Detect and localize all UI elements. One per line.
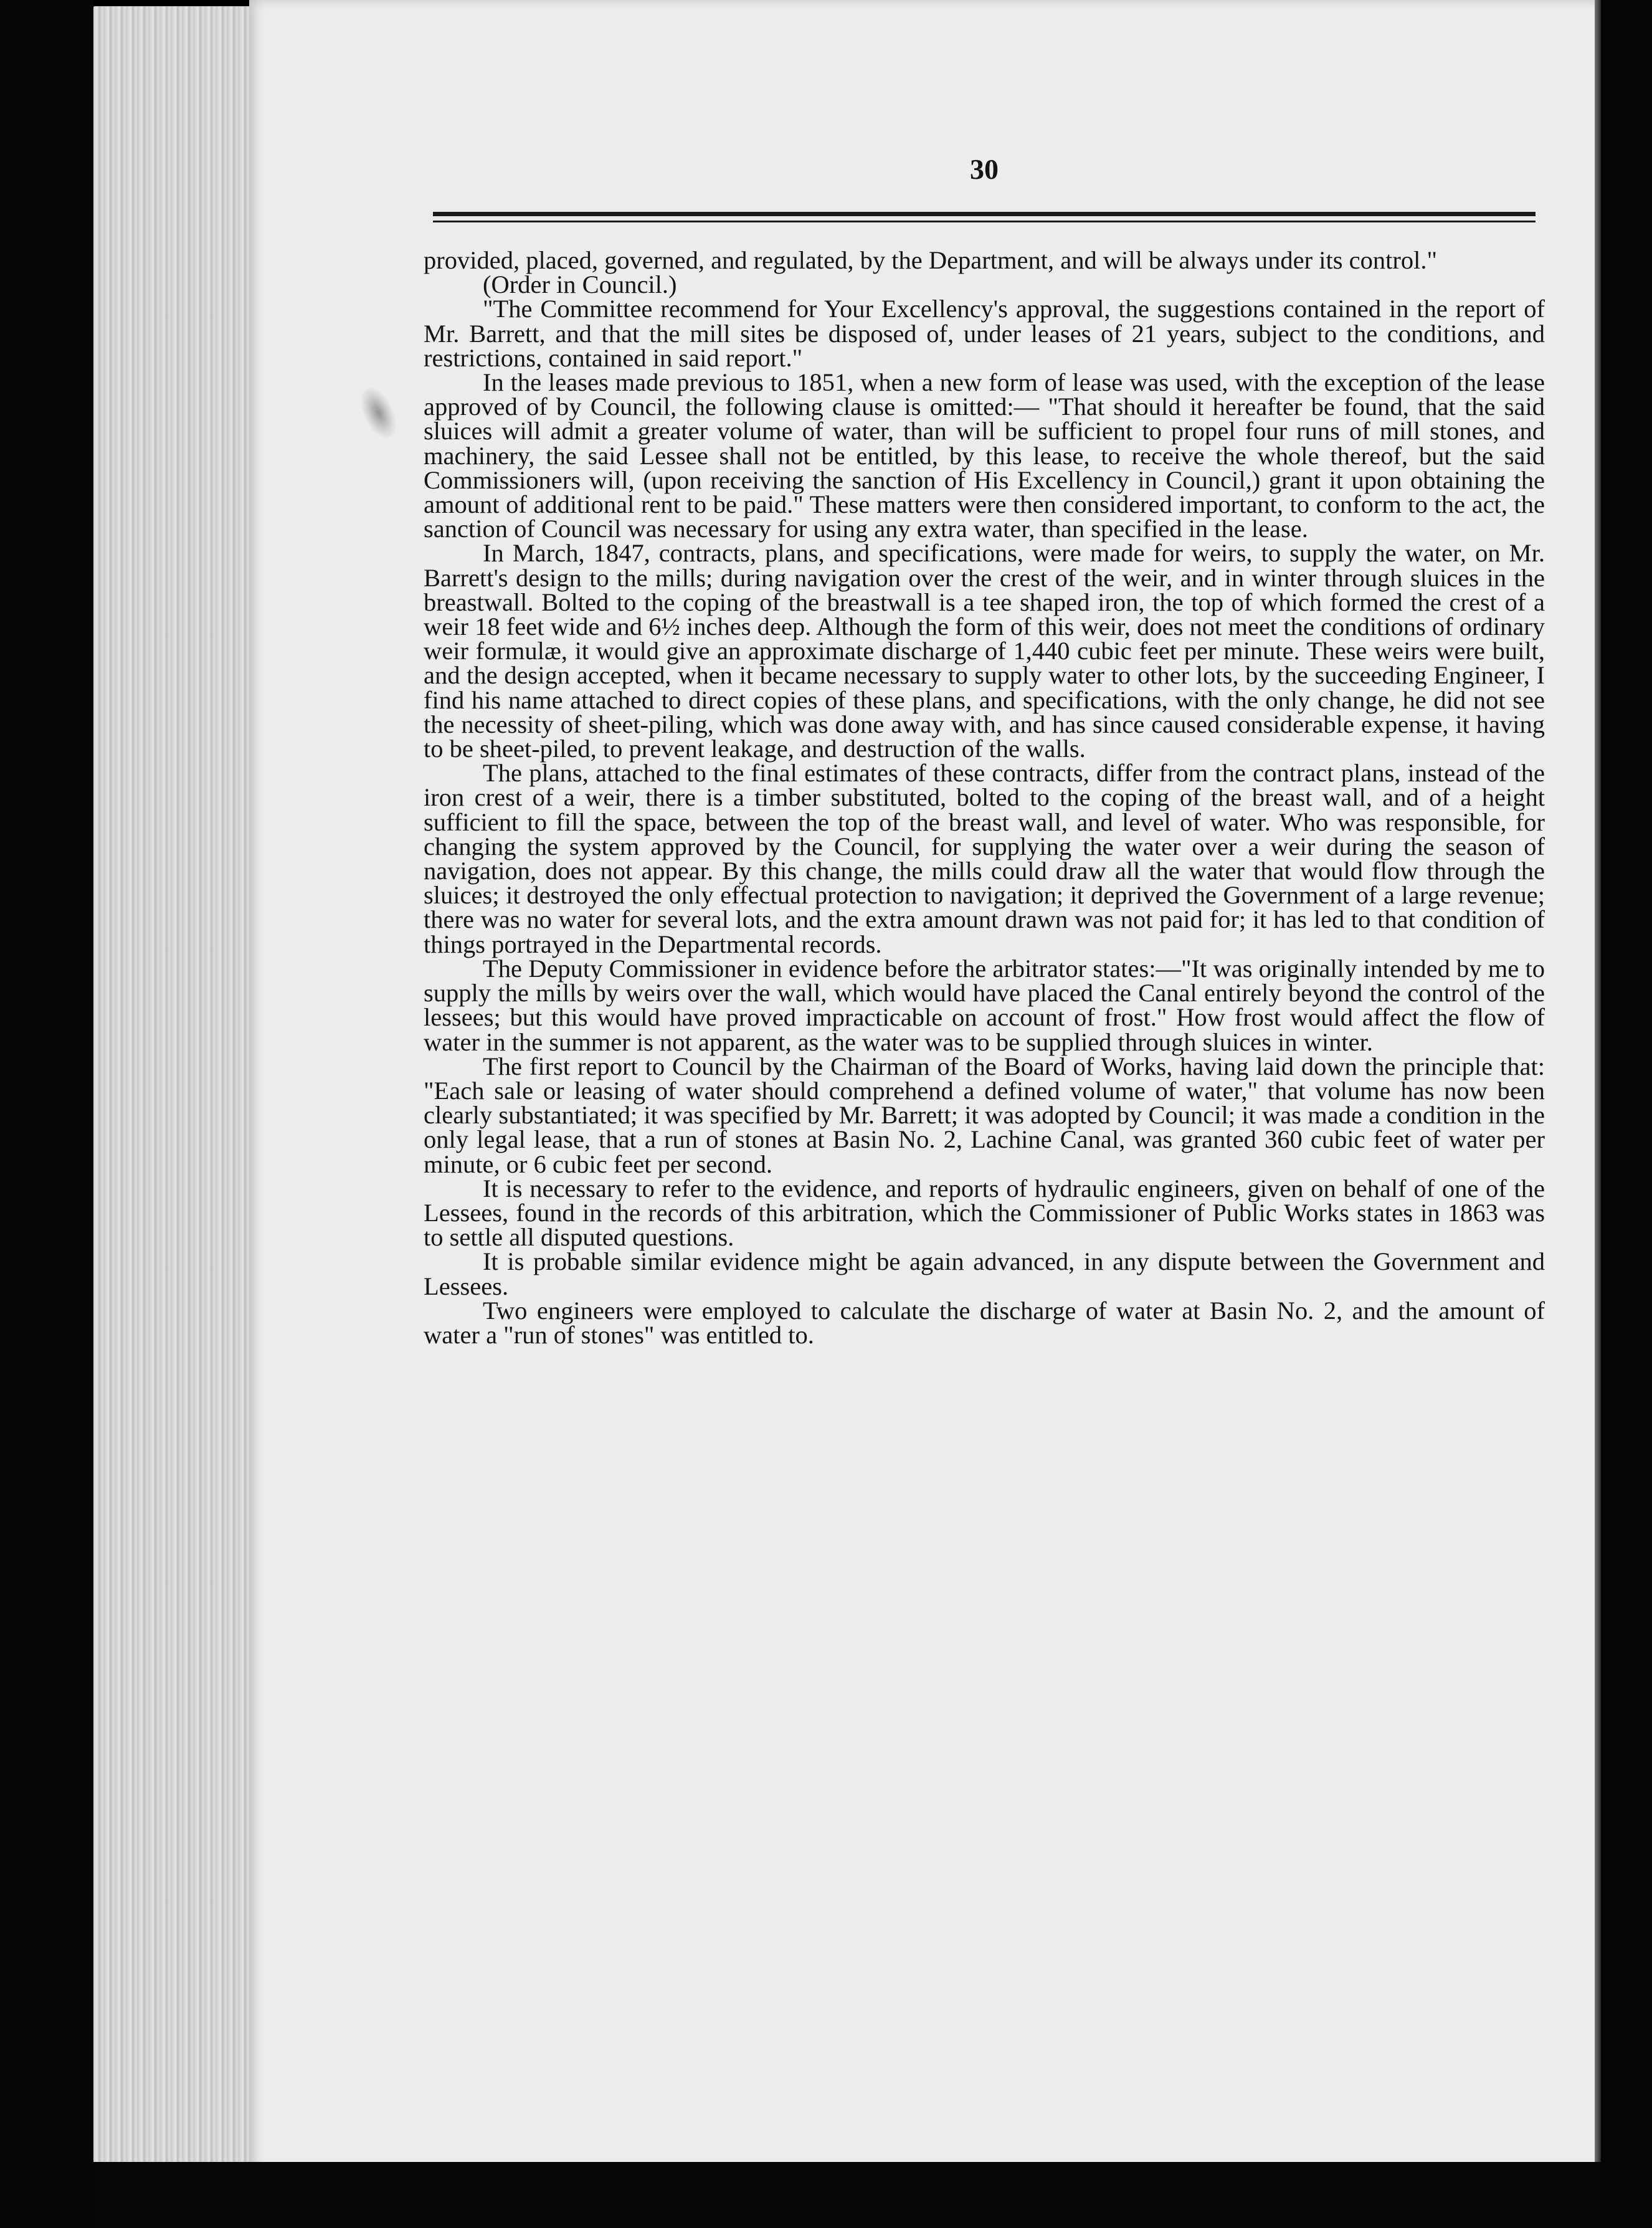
paragraph: "The Committee recommend for Your Excellency's approval, the suggestions contained in the report of Mr. Barrett, and that the mill sites be disposed of, under leases of 21 years, subject to the conditions, and restrictions, contained in said report."	[424, 295, 1545, 372]
paragraph: Two engineers were employed to calculate the discharge of water at Basin No. 2, and the amount of water a "run of stones" was entitled to.	[424, 1296, 1545, 1349]
paragraph: The plans, attached to the final estimates of these contracts, differ from the contract plans, instead of the iron crest of a weir, there is a timber substituted, bolted to the coping of the breast wall, and of a height sufficient to fill the space, between the top of the breast wall, and level of water. Who was responsible, for changing the system approved by the Council, for supplying the water over a weir during the season of navigation, does not appear. By this change, the mills could draw all the water that would flow through the sluices; it destroyed the only effectual protection to navigation; it deprived the Government of a large revenue; there was no water for several lots, and the extra amount drawn was not paid for; it has led to that condition of things portrayed in the Departmental records.	[424, 759, 1545, 958]
scan-border-left	[0, 0, 93, 2228]
paragraph: In the leases made previous to 1851, when a new form of lease was used, with the exception of the lease approved of by Council, the following clause is omitted:— "That should it hereafter be found, that the said sluices will admit a greater volume of water, than will be sufficient to propel four runs of mill stones, and machinery, the said Lessee shall not be entitled, by this lease, to receive the whole thereof, but the said Commissioners will, (upon receiving the sanction of His Excellency in Council,) grant it upon obtaining the amount of additional rent to be paid." These matters were then considered important, to conform to the act, the sanction of Council was necessary for using any extra water, than specified in the lease.	[424, 368, 1545, 543]
paragraph: It is necessary to refer to the evidence, and reports of hydraulic engineers, given on behalf of one of the Lessees, found in the records of this arbitration, which the Commissioner of Public Works states in 1863 was to settle all disputed questions.	[424, 1174, 1545, 1252]
page-number: 30	[970, 153, 999, 185]
paragraph: It is probable similar evidence might be again advanced, in any dispute between the Government and Lessees.	[424, 1247, 1545, 1300]
scan-border-bottom	[93, 2162, 1601, 2228]
book-page-edges	[93, 6, 262, 2168]
scan-border-right	[1601, 0, 1652, 2228]
paragraph: In March, 1847, contracts, plans, and specifications, were made for weirs, to supply the water, on Mr. Barrett's design to the mills; during navigation over the crest of the weir, and in winter through sluices in the breastwall. Bolted to the coping of the breastwall is a tee shaped iron, the top of which formed the crest of a weir 18 feet wide and 6½ inches deep. Although the form of this weir, does not meet the conditions of ordinary weir formulæ, it would give an approximate discharge of 1,440 cubic feet per minute. These weirs were built, and the design accepted, when it became necessary to supply water to other lots, by the succeeding Engineer, I find his name attached to direct copies of these plans, and specifications, with the only change, he did not see the necessity of sheet-piling, which was done away with, and has since caused considerable expense, it having to be sheet-piled, to prevent leakage, and destruction of the walls.	[424, 539, 1545, 763]
body-text	[424, 248, 1545, 1347]
paragraph: provided, placed, governed, and regulated, by the Department, and will be always under its control."	[424, 246, 1438, 274]
paragraph: (Order in Council.)	[483, 270, 677, 299]
paragraph: The Deputy Commissioner in evidence before the arbitrator states:—"It was originally intended by me to supply the mills by weirs over the wall, which would have placed the Canal entirely beyond the control of the lessees; but this would have proved impracticable on account of frost." How frost would affect the flow of water in the summer is not apparent, as the water was to be supplied through sluices in winter.	[424, 954, 1545, 1056]
header-rule-thin	[433, 221, 1536, 222]
header-rule-thick	[433, 212, 1536, 216]
paragraph: The first report to Council by the Chairman of the Board of Works, having laid down the principle that: "Each sale or leasing of water should comprehend a defined volume of water," that volume has now been clearly substantiated; it was specified by Mr. Barrett; it was adopted by Council; it was made a condition in the only legal lease, that a run of stones at Basin No. 2, Lachine Canal, was granted 360 cubic feet of water per minute, or 6 cubic feet per second.	[424, 1052, 1545, 1178]
